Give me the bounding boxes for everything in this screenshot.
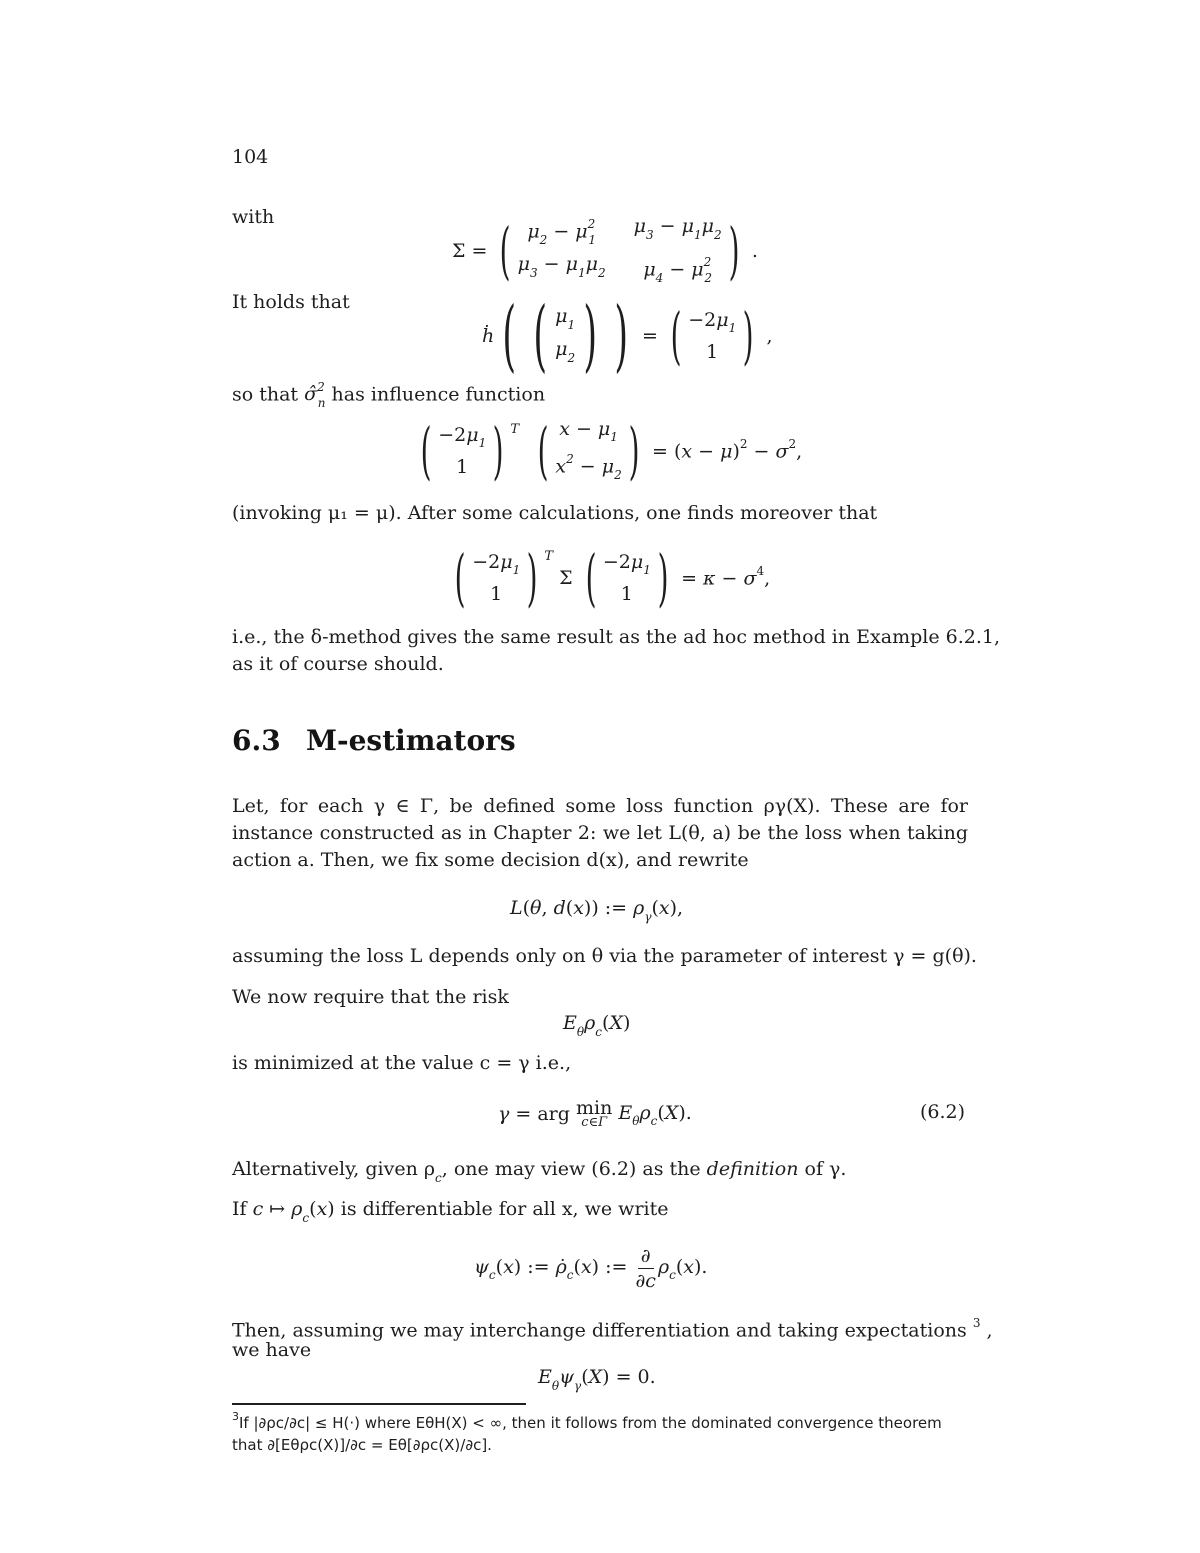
text-alternatively: Alternatively, given $\rho_c$, one may view (6.2) as the definition of γ.	[232, 1158, 847, 1185]
text-so-that: so that σ̂$^2_n$ has influence function	[232, 380, 546, 411]
text-ie-line2: as it of course should.	[232, 653, 444, 675]
risk-expression: $E_\theta\rho_c(X)$	[563, 1012, 631, 1039]
equation-number: (6.2)	[920, 1101, 966, 1123]
influence-function-equation: ( $-2\mu_1$ 1 ) T ( $x - \mu_1$ $x^2 - \mu_2$ ) = $(x - \mu)^2 - \sigma^2$,	[420, 414, 803, 487]
text-if-differentiable: If c ↦ $\rho_c(x)$ is differentiable for all x, we write	[232, 1198, 669, 1225]
text-invoking: (invoking μ₁ = μ). After some calculations, one finds moreover that	[232, 502, 878, 524]
text-it-holds: It holds that	[232, 291, 350, 313]
psi-definition-equation: $\psi_c(x)$ := $\rhȯ_c(x)$ := $\frac{\partial}{\partial c}$ $\rho_c(x)$.	[474, 1244, 708, 1292]
section-heading	[232, 724, 516, 757]
footnote-text: If |∂ρc/∂c| ≤ H(·) where EθH(X) < ∞, then it follows from the dominated convergence theorem that ∂[Eθρc(X)]/∂c = Eθ[∂ρc(X)/∂c].	[232, 1414, 942, 1454]
section-number: 6.3	[232, 724, 281, 757]
text-then-line1: Then, assuming we may interchange differentiation and taking expectations $^3$ ,	[232, 1316, 993, 1342]
footnote-marker: 3	[232, 1410, 239, 1423]
footnote	[232, 1408, 968, 1456]
footnote-rule	[232, 1403, 526, 1405]
argmin-equation: γ = arg min c∈Γ $E_\theta\rho_c(X)$.	[498, 1097, 692, 1130]
loss-rewrite-equation: L(θ, d(x)) := $\rho_\gamma(x)$,	[510, 897, 684, 924]
h-dot-equation: ḣ ( ( $\mu_1$ $\mu_2$ ) ) = ( $-2\mu_1$ 1 ) ,	[482, 291, 773, 381]
text-then-line2: we have	[232, 1339, 312, 1361]
sigma-matrix-equation: Σ = ( $\mu_2 - \mu^2_1$ $\mu_3 - \mu_1\mu_2$ $\mu_3 - \mu_1\mu_2$ $\mu_4 - \mu^2_2$ ) .	[452, 214, 758, 287]
text-we-now: We now require that the risk	[232, 986, 509, 1008]
expectation-zero-equation: $E_\theta\psi_\gamma(X) = 0$.	[538, 1366, 656, 1393]
text-assuming: assuming the loss L depends only on θ via the parameter of interest γ = g(θ).	[232, 945, 977, 967]
section-title: M-estimators	[306, 724, 516, 757]
text-with: with	[232, 206, 275, 228]
paragraph-loss-function: Let, for each γ ∈ Γ, be defined some loss function ργ(X). These are for instance constructed as in Chapter 2: we let L(θ, a) be the loss when taking action a. Then, we fix some decision d(x), and rewrite	[232, 795, 968, 871]
page-number: 104	[232, 146, 269, 168]
text-ie-line1: i.e., the δ-method gives the same result as the ad hoc method in Example 6.2.1,	[232, 626, 1000, 648]
kappa-equation: ( $-2\mu_1$ 1 ) T Σ ( $-2\mu_1$ 1 ) = $\kappa - \sigma^4$,	[454, 541, 771, 614]
text-minimized: is minimized at the value c = γ i.e.,	[232, 1052, 572, 1074]
